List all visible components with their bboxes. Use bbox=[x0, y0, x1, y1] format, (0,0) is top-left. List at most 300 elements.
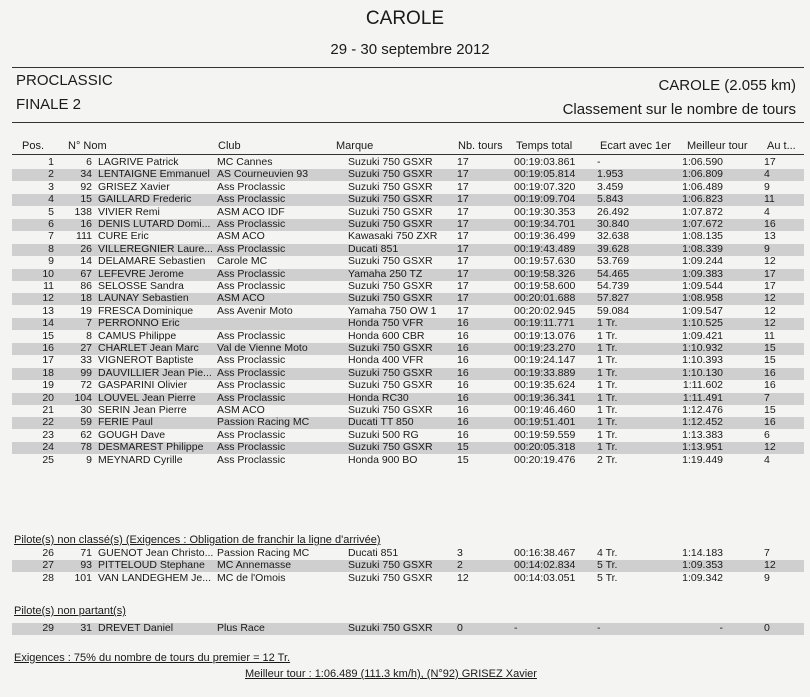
cell-laps: 12 bbox=[457, 571, 469, 584]
cell-total-time: 00:19:46.460 bbox=[514, 404, 576, 416]
cell-bike: Suzuki 750 GSXR bbox=[348, 255, 433, 268]
col-pos: Pos. bbox=[22, 140, 45, 152]
cell-laps: 16 bbox=[457, 317, 469, 330]
cell-best-lap: 1:12.452 bbox=[682, 416, 723, 429]
cell-best-lap: 1:14.183 bbox=[682, 547, 723, 559]
cell-best-lap: 1:09.544 bbox=[682, 280, 723, 292]
cell-total-time: 00:19:58.326 bbox=[514, 267, 576, 280]
cell-number: 16 bbox=[80, 218, 92, 230]
cell-name: LAUNAY Sebastien bbox=[98, 292, 189, 305]
cell-laps: 16 bbox=[457, 391, 469, 404]
cell-laps: 0 bbox=[457, 622, 463, 634]
cell-club: Ass Proclassic bbox=[217, 180, 286, 193]
table-row bbox=[12, 560, 804, 572]
cell-lap-no: 12 bbox=[764, 292, 776, 305]
cell-club: Ass Proclassic bbox=[217, 391, 286, 404]
cell-pos: 9 bbox=[48, 255, 54, 268]
cell-gap: 1 Tr. bbox=[597, 342, 618, 354]
cell-club: Ass Avenir Moto bbox=[217, 304, 293, 317]
cell-bike: Suzuki 750 GSXR bbox=[348, 168, 433, 181]
cell-best-lap: 1:12.476 bbox=[682, 404, 723, 416]
cell-number: 71 bbox=[80, 547, 92, 559]
cell-pos: 4 bbox=[48, 193, 54, 206]
col-name: N° Nom bbox=[68, 140, 107, 152]
cell-number: 104 bbox=[74, 391, 92, 404]
cell-best-lap: 1:13.951 bbox=[682, 441, 723, 454]
cell-club: ASM ACO bbox=[217, 404, 265, 416]
cell-total-time: 00:19:57.630 bbox=[514, 255, 576, 268]
cell-pos: 8 bbox=[48, 242, 54, 255]
cell-lap-no: 12 bbox=[764, 255, 776, 268]
cell-gap: - bbox=[597, 156, 601, 168]
table-row bbox=[12, 430, 804, 442]
requirement-note: Exigences : 75% du nombre de tours du premier = 12 Tr. bbox=[14, 652, 291, 664]
cell-gap: 30.840 bbox=[597, 218, 630, 230]
cell-lap-no: 17 bbox=[764, 280, 776, 292]
cell-lap-no: 9 bbox=[764, 571, 770, 584]
cell-bike: Honda 900 BO bbox=[348, 453, 418, 466]
cell-name: PERRONNO Eric bbox=[98, 317, 180, 330]
cell-pos: 12 bbox=[42, 292, 54, 305]
cell-pos: 26 bbox=[42, 547, 54, 559]
cell-lap-no: 4 bbox=[764, 205, 770, 218]
cell-name: DENIS LUTARD Domi... bbox=[98, 218, 211, 230]
cell-name: FERIE Paul bbox=[98, 416, 153, 429]
cell-laps: 16 bbox=[457, 354, 469, 367]
cell-laps: 17 bbox=[457, 242, 469, 255]
cell-number: 62 bbox=[80, 428, 92, 441]
cell-pos: 11 bbox=[43, 280, 54, 292]
cell-total-time: 00:19:05.814 bbox=[514, 168, 576, 181]
cell-gap: 1 Tr. bbox=[597, 404, 618, 416]
cell-name: GRISEZ Xavier bbox=[98, 180, 170, 193]
cell-bike: Suzuki 750 GSXR bbox=[348, 205, 433, 218]
cell-total-time: 00:14:02.834 bbox=[514, 559, 576, 572]
cell-name: DESMAREST Philippe bbox=[98, 441, 204, 454]
cell-club: Ass Proclassic bbox=[217, 193, 286, 206]
cell-total-time: 00:19:07.320 bbox=[514, 180, 576, 193]
cell-name: CURE Eric bbox=[98, 230, 149, 243]
cell-best-lap: 1:09.421 bbox=[682, 329, 723, 342]
table-row bbox=[12, 244, 804, 256]
cell-total-time: 00:20:19.476 bbox=[514, 453, 576, 466]
cell-name: CHARLET Jean Marc bbox=[98, 342, 199, 354]
cell-laps: 15 bbox=[457, 453, 469, 466]
table-row bbox=[12, 393, 804, 405]
cell-pos: 23 bbox=[42, 428, 54, 441]
cell-number: 138 bbox=[74, 205, 92, 218]
cell-number: 31 bbox=[80, 622, 92, 634]
cell-best-lap: 1:09.244 bbox=[682, 255, 723, 268]
cell-gap: 5 Tr. bbox=[597, 559, 618, 572]
cell-club: Ass Proclassic bbox=[217, 379, 286, 392]
cell-gap: 5 Tr. bbox=[597, 571, 618, 584]
cell-lap-no: 15 bbox=[764, 354, 776, 367]
cell-club: MC Cannes bbox=[217, 156, 273, 168]
cell-number: 33 bbox=[80, 354, 92, 367]
cell-pos: 19 bbox=[42, 379, 54, 392]
cell-best-lap: 1:10.932 bbox=[682, 342, 723, 354]
cell-laps: 17 bbox=[457, 230, 469, 243]
col-club: Club bbox=[218, 140, 241, 152]
best-lap-note: Meilleur tour : 1:06.489 (111.3 km/h), (N°92) GRISEZ Xavier bbox=[245, 668, 537, 680]
cell-laps: 15 bbox=[457, 441, 469, 454]
cell-bike: Honda 750 VFR bbox=[348, 317, 424, 330]
cell-number: 6 bbox=[86, 156, 92, 168]
cell-total-time: 00:19:36.341 bbox=[514, 391, 576, 404]
cell-gap: 2 Tr. bbox=[597, 453, 618, 466]
cell-total-time: 00:19:23.270 bbox=[514, 342, 576, 354]
cell-club: Ass Proclassic bbox=[217, 267, 286, 280]
circuit: CAROLE (2.055 km) bbox=[658, 77, 796, 94]
cell-name: GAILLARD Frederic bbox=[98, 193, 192, 206]
cell-lap-no: 6 bbox=[764, 428, 770, 441]
cell-best-lap: 1:10.130 bbox=[682, 366, 723, 379]
cell-bike: Suzuki 750 GSXR bbox=[348, 571, 433, 584]
cell-lap-no: 9 bbox=[764, 242, 770, 255]
cell-bike: Kawasaki 750 ZXR bbox=[348, 230, 438, 243]
cell-total-time: 00:20:01.688 bbox=[514, 292, 576, 305]
cell-gap: 54.739 bbox=[597, 280, 630, 292]
cell-laps: 16 bbox=[457, 342, 469, 354]
cell-gap: 53.769 bbox=[597, 255, 630, 268]
table-row bbox=[12, 256, 804, 268]
cell-club: AS Courneuvien 93 bbox=[217, 168, 309, 181]
cell-laps: 16 bbox=[457, 379, 469, 392]
cell-laps: 17 bbox=[457, 280, 469, 292]
cell-club: Ass Proclassic bbox=[217, 280, 286, 292]
cell-number: 19 bbox=[80, 304, 92, 317]
session: FINALE 2 bbox=[16, 96, 82, 113]
cell-name: PITTELOUD Stephane bbox=[98, 559, 205, 572]
cell-laps: 17 bbox=[457, 218, 469, 230]
cell-name: DELAMARE Sebastien bbox=[98, 255, 206, 268]
cell-laps: 17 bbox=[457, 304, 469, 317]
cell-name: LENTAIGNE Emmanuel bbox=[98, 168, 210, 181]
cell-number: 30 bbox=[80, 404, 92, 416]
cell-gap: 57.827 bbox=[597, 292, 630, 305]
cell-name: VAN LANDEGHEM Je... bbox=[98, 571, 211, 584]
cell-lap-no: 12 bbox=[764, 441, 776, 454]
cell-pos: 28 bbox=[42, 571, 54, 584]
table-row bbox=[12, 207, 804, 219]
cell-pos: 5 bbox=[48, 205, 54, 218]
table-row bbox=[12, 368, 804, 380]
cell-laps: 2 bbox=[457, 559, 463, 572]
cell-lap-no: 12 bbox=[764, 317, 776, 330]
table-row bbox=[12, 293, 804, 305]
table-row bbox=[12, 455, 804, 467]
cell-club: Ass Proclassic bbox=[217, 242, 286, 255]
cell-club: Ass Proclassic bbox=[217, 218, 286, 230]
cell-total-time: 00:19:58.600 bbox=[514, 280, 576, 292]
cell-bike: Suzuki 750 GSXR bbox=[348, 404, 433, 416]
cell-name: GOUGH Dave bbox=[98, 428, 166, 441]
cell-pos: 14 bbox=[42, 317, 54, 330]
cell-best-lap: 1:07.872 bbox=[682, 205, 723, 218]
cell-number: 9 bbox=[86, 453, 92, 466]
cell-total-time: 00:19:33.889 bbox=[514, 366, 576, 379]
cell-bike: Suzuki 750 GSXR bbox=[348, 280, 433, 292]
cell-bike: Ducati 851 bbox=[348, 547, 399, 559]
table-row bbox=[12, 182, 804, 194]
cell-best-lap: 1:13.383 bbox=[682, 428, 723, 441]
cell-bike: Suzuki 750 GSXR bbox=[348, 622, 433, 634]
cell-gap: 1 Tr. bbox=[597, 428, 618, 441]
col-laps: Nb. tours bbox=[458, 140, 503, 152]
cell-total-time: 00:19:30.353 bbox=[514, 205, 576, 218]
table-row bbox=[12, 306, 804, 318]
cell-club: Ass Proclassic bbox=[217, 366, 286, 379]
cell-best-lap: 1:06.823 bbox=[682, 193, 723, 206]
cell-bike: Honda 400 VFR bbox=[348, 354, 424, 367]
cell-number: 59 bbox=[80, 416, 92, 429]
cell-laps: 16 bbox=[457, 329, 469, 342]
cell-total-time: 00:19:24.147 bbox=[514, 354, 576, 367]
cell-pos: 2 bbox=[48, 168, 54, 181]
cell-name: VIVIER Remi bbox=[98, 205, 160, 218]
cell-club: ASM ACO bbox=[217, 292, 265, 305]
cell-bike: Suzuki 750 GSXR bbox=[348, 180, 433, 193]
event-title: CAROLE bbox=[365, 8, 445, 29]
cell-pos: 15 bbox=[42, 329, 54, 342]
cell-number: 34 bbox=[80, 168, 92, 181]
cell-pos: 10 bbox=[42, 267, 54, 280]
col-best-lap: Meilleur tour bbox=[687, 140, 748, 152]
cell-lap-no: 7 bbox=[764, 547, 770, 559]
cell-best-lap: 1:06.809 bbox=[682, 168, 723, 181]
cell-laps: 16 bbox=[457, 366, 469, 379]
cell-pos: 18 bbox=[42, 366, 54, 379]
cell-best-lap: 1:06.489 bbox=[682, 180, 723, 193]
cell-number: 14 bbox=[80, 255, 92, 268]
cell-number: 99 bbox=[80, 366, 92, 379]
cell-pos: 3 bbox=[48, 180, 54, 193]
cell-club: Ass Proclassic bbox=[217, 453, 286, 466]
cell-lap-no: 11 bbox=[764, 193, 775, 206]
cell-club: Passion Racing MC bbox=[217, 416, 310, 429]
cell-number: 26 bbox=[80, 242, 92, 255]
table-row bbox=[12, 318, 804, 330]
table-row bbox=[12, 331, 804, 343]
cell-best-lap: 1:09.353 bbox=[682, 559, 723, 572]
cell-pos: 27 bbox=[42, 559, 54, 572]
cell-name: DAUVILLIER Jean Pie... bbox=[98, 366, 212, 379]
cell-name: FRESCA Dominique bbox=[98, 304, 194, 317]
cell-best-lap: 1:09.547 bbox=[682, 304, 723, 317]
cell-lap-no: 12 bbox=[764, 559, 776, 572]
cell-gap: 1.953 bbox=[597, 168, 624, 181]
cell-bike: Ducati 851 bbox=[348, 242, 399, 255]
cell-bike: Suzuki 750 GSXR bbox=[348, 441, 433, 454]
table-row bbox=[12, 281, 804, 293]
cell-lap-no: 13 bbox=[764, 230, 776, 243]
cell-best-lap: 1:07.672 bbox=[682, 218, 723, 230]
cell-pos: 29 bbox=[42, 622, 54, 634]
cell-lap-no: 11 bbox=[764, 329, 775, 342]
col-bike: Marque bbox=[336, 140, 374, 152]
cell-pos: 16 bbox=[42, 342, 54, 354]
cell-bike: Suzuki 500 RG bbox=[348, 428, 419, 441]
cell-laps: 17 bbox=[457, 267, 469, 280]
cell-bike: Suzuki 750 GSXR bbox=[348, 559, 433, 572]
table-row bbox=[12, 623, 804, 635]
cell-lap-no: 16 bbox=[764, 218, 776, 230]
cell-total-time: 00:19:09.704 bbox=[514, 193, 576, 206]
cell-name: VIGNEROT Baptiste bbox=[98, 354, 194, 367]
cell-bike: Suzuki 750 GSXR bbox=[348, 379, 433, 392]
cell-total-time: 00:19:11.771 bbox=[514, 317, 575, 330]
cell-number: 67 bbox=[80, 267, 92, 280]
cell-lap-no: 16 bbox=[764, 379, 776, 392]
col-total-time: Temps total bbox=[516, 140, 573, 152]
cell-lap-no: 4 bbox=[764, 453, 770, 466]
cell-laps: 17 bbox=[457, 180, 469, 193]
event-dates: 29 - 30 septembre 2012 bbox=[330, 41, 490, 58]
table-row bbox=[12, 442, 804, 454]
cell-lap-no: 7 bbox=[764, 391, 770, 404]
cell-laps: 3 bbox=[457, 547, 463, 559]
cell-number: 7 bbox=[86, 317, 92, 330]
cell-lap-no: 15 bbox=[764, 342, 776, 354]
cell-gap: 1 Tr. bbox=[597, 366, 618, 379]
cell-lap-no: 17 bbox=[764, 156, 776, 168]
cell-bike: Honda 600 CBR bbox=[348, 329, 425, 342]
cell-bike: Suzuki 750 GSXR bbox=[348, 218, 433, 230]
cell-gap: 3.459 bbox=[597, 180, 624, 193]
cell-gap: 1 Tr. bbox=[597, 354, 618, 367]
cell-best-lap: 1:19.449 bbox=[682, 453, 723, 466]
cell-total-time: 00:19:36.499 bbox=[514, 230, 576, 243]
table-row bbox=[12, 380, 804, 392]
cell-best-lap: 1:10.525 bbox=[682, 317, 723, 330]
cell-best-lap: 1:08.958 bbox=[682, 292, 723, 305]
cell-total-time: 00:19:34.701 bbox=[514, 218, 576, 230]
cell-laps: 17 bbox=[457, 255, 469, 268]
cell-gap: 59.084 bbox=[597, 304, 630, 317]
cell-total-time: 00:19:51.401 bbox=[514, 416, 576, 429]
cell-number: 15 bbox=[80, 193, 92, 206]
cell-club: Ass Proclassic bbox=[217, 441, 286, 454]
cell-pos: 24 bbox=[42, 441, 54, 454]
cell-gap: 1 Tr. bbox=[597, 416, 618, 429]
cell-total-time: 00:14:03.051 bbox=[514, 571, 576, 584]
table-row bbox=[12, 417, 804, 429]
cell-pos: 13 bbox=[42, 304, 54, 317]
table-row bbox=[12, 169, 804, 181]
non-starting-heading: Pilote(s) non partant(s) bbox=[14, 605, 126, 617]
cell-club: MC de l'Omois bbox=[217, 571, 286, 584]
ranking-basis: Classement sur le nombre de tours bbox=[562, 101, 796, 118]
cell-gap: 26.492 bbox=[597, 205, 630, 218]
cell-laps: 16 bbox=[457, 416, 469, 429]
cell-club: Passion Racing MC bbox=[217, 547, 310, 559]
cell-name: LAGRIVE Patrick bbox=[98, 156, 179, 168]
cell-bike: Ducati TT 850 bbox=[348, 416, 414, 429]
cell-best-lap: 1:08.135 bbox=[682, 230, 723, 243]
cell-bike: Suzuki 750 GSXR bbox=[348, 366, 433, 379]
cell-best-lap: 1:08.339 bbox=[682, 242, 723, 255]
cell-bike: Suzuki 750 GSXR bbox=[348, 193, 433, 206]
cell-laps: 17 bbox=[457, 156, 469, 168]
cell-laps: 17 bbox=[457, 168, 469, 181]
cell-number: 27 bbox=[80, 342, 92, 354]
cell-name: DREVET Daniel bbox=[98, 622, 174, 634]
cell-club: MC Annemasse bbox=[217, 559, 292, 572]
cell-total-time: 00:19:59.559 bbox=[514, 428, 576, 441]
cell-name: GASPARINI Olivier bbox=[98, 379, 188, 392]
cell-number: 101 bbox=[74, 571, 92, 584]
divider bbox=[12, 67, 804, 68]
cell-best-lap: 1:10.393 bbox=[682, 354, 723, 367]
table-row bbox=[12, 157, 804, 169]
cell-total-time: 00:19:35.624 bbox=[514, 379, 576, 392]
cell-laps: 17 bbox=[457, 292, 469, 305]
cell-pos: 21 bbox=[42, 404, 54, 416]
cell-total-time: 00:19:43.489 bbox=[514, 242, 576, 255]
cell-club: Ass Proclassic bbox=[217, 329, 286, 342]
divider bbox=[12, 154, 804, 155]
cell-club: Ass Proclassic bbox=[217, 354, 286, 367]
cell-lap-no: 17 bbox=[764, 267, 776, 280]
cell-best-lap: 1:06.590 bbox=[682, 156, 723, 168]
cell-pos: 22 bbox=[42, 416, 54, 429]
table-row bbox=[12, 405, 804, 417]
cell-pos: 20 bbox=[42, 391, 54, 404]
cell-pos: 7 bbox=[48, 230, 54, 243]
cell-number: 93 bbox=[80, 559, 92, 572]
cell-club: Plus Race bbox=[217, 622, 265, 634]
cell-pos: 1 bbox=[48, 156, 54, 168]
cell-name: GUENOT Jean Christo... bbox=[98, 547, 214, 559]
cell-pos: 6 bbox=[48, 218, 54, 230]
table-row bbox=[12, 269, 804, 281]
cell-best-lap: 1:09.383 bbox=[682, 267, 723, 280]
cell-total-time: 00:20:02.945 bbox=[514, 304, 576, 317]
cell-laps: 17 bbox=[457, 205, 469, 218]
cell-total-time: 00:16:38.467 bbox=[514, 547, 576, 559]
cell-bike: Suzuki 750 GSXR bbox=[348, 156, 433, 168]
cell-best-lap: - bbox=[719, 622, 723, 634]
cell-laps: 17 bbox=[457, 193, 469, 206]
cell-gap: 4 Tr. bbox=[597, 547, 618, 559]
cell-gap: 5.843 bbox=[597, 193, 624, 206]
cell-lap-no: 16 bbox=[764, 366, 776, 379]
table-row bbox=[12, 343, 804, 355]
cell-gap: 54.465 bbox=[597, 267, 630, 280]
cell-best-lap: 1:09.342 bbox=[682, 571, 723, 584]
cell-gap: 1 Tr. bbox=[597, 391, 618, 404]
cell-club: Ass Proclassic bbox=[217, 428, 286, 441]
cell-name: MEYNARD Cyrille bbox=[98, 453, 183, 466]
cell-number: 92 bbox=[80, 180, 92, 193]
cell-laps: 16 bbox=[457, 428, 469, 441]
table-row bbox=[12, 573, 804, 585]
cell-name: CAMUS Philippe bbox=[98, 329, 177, 342]
cell-name: LOUVEL Jean Pierre bbox=[98, 391, 196, 404]
cell-gap: 1 Tr. bbox=[597, 379, 618, 392]
cell-best-lap: 1:11.602 bbox=[682, 379, 723, 392]
cell-gap: - bbox=[597, 622, 601, 634]
cell-club: Carole MC bbox=[217, 255, 268, 268]
non-classified-heading: Pilote(s) non classé(s) (Exigences : Obligation de franchir la ligne d'arrivée) bbox=[14, 534, 381, 546]
cell-name: SERIN Jean Pierre bbox=[98, 404, 187, 416]
cell-laps: 16 bbox=[457, 404, 469, 416]
cell-gap: 32.638 bbox=[597, 230, 630, 243]
category: PROCLASSIC bbox=[16, 72, 113, 89]
table-row bbox=[12, 219, 804, 231]
cell-club: ASM ACO IDF bbox=[217, 205, 285, 218]
